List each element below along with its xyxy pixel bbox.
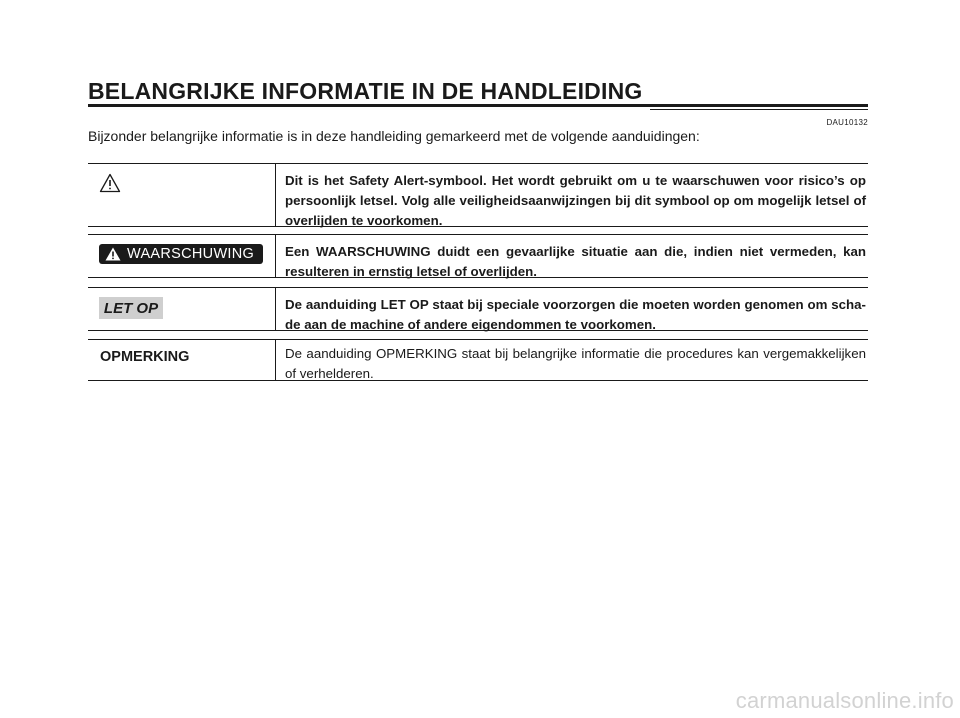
row-safety-alert xyxy=(88,163,868,227)
row-let-op xyxy=(88,287,868,331)
title-rule-thin xyxy=(650,109,868,110)
title-rule-thick xyxy=(88,104,868,107)
row-divider xyxy=(275,340,276,380)
warning-icon xyxy=(105,247,121,261)
row-warning xyxy=(88,234,868,278)
row-divider xyxy=(275,235,276,277)
row-divider xyxy=(275,164,276,226)
warning-text: Een WAARSCHUWING duidt een gevaarlijke situatie aan die, indien niet vermeden, kan resulteren in ernstig letsel of overlijden. xyxy=(285,244,866,279)
row-divider xyxy=(275,288,276,330)
let-op-label: LET OP xyxy=(99,297,163,319)
warning-label: WAARSCHUWING xyxy=(127,246,255,262)
document-code: DAU10132 xyxy=(826,118,868,127)
let-op-text: De aanduiding LET OP staat bij speciale voorzorgen die moeten worden genomen om scha- de aan de machine of andere eigendommen te voorkomen. xyxy=(285,297,866,332)
safety-alert-icon xyxy=(99,173,121,193)
row-opmerking xyxy=(88,339,868,381)
safety-alert-text: Dit is het Safety Alert-symbool. Het wordt gebruikt om u te waarschuwen voor risico’s op persoonlijk letsel. Volg alle veiligheidsaanwijzingen bij dit symbool op om mogelijk letsel of overlijden te voorkomen. xyxy=(285,173,866,228)
intro-text: Bijzonder belangrijke informatie is in deze handleiding gemarkeerd met de volgende aanduidingen: xyxy=(88,128,700,144)
page-title: BELANGRIJKE INFORMATIE IN DE HANDLEIDING xyxy=(88,78,643,104)
warning-label-box xyxy=(99,244,263,264)
opmerking-text: De aanduiding OPMERKING staat bij belangrijke informatie die procedures kan vergemakkelijken of verhelderen. xyxy=(285,346,866,381)
opmerking-label: OPMERKING xyxy=(100,349,190,365)
watermark: carmanualsonline.info xyxy=(735,688,954,713)
